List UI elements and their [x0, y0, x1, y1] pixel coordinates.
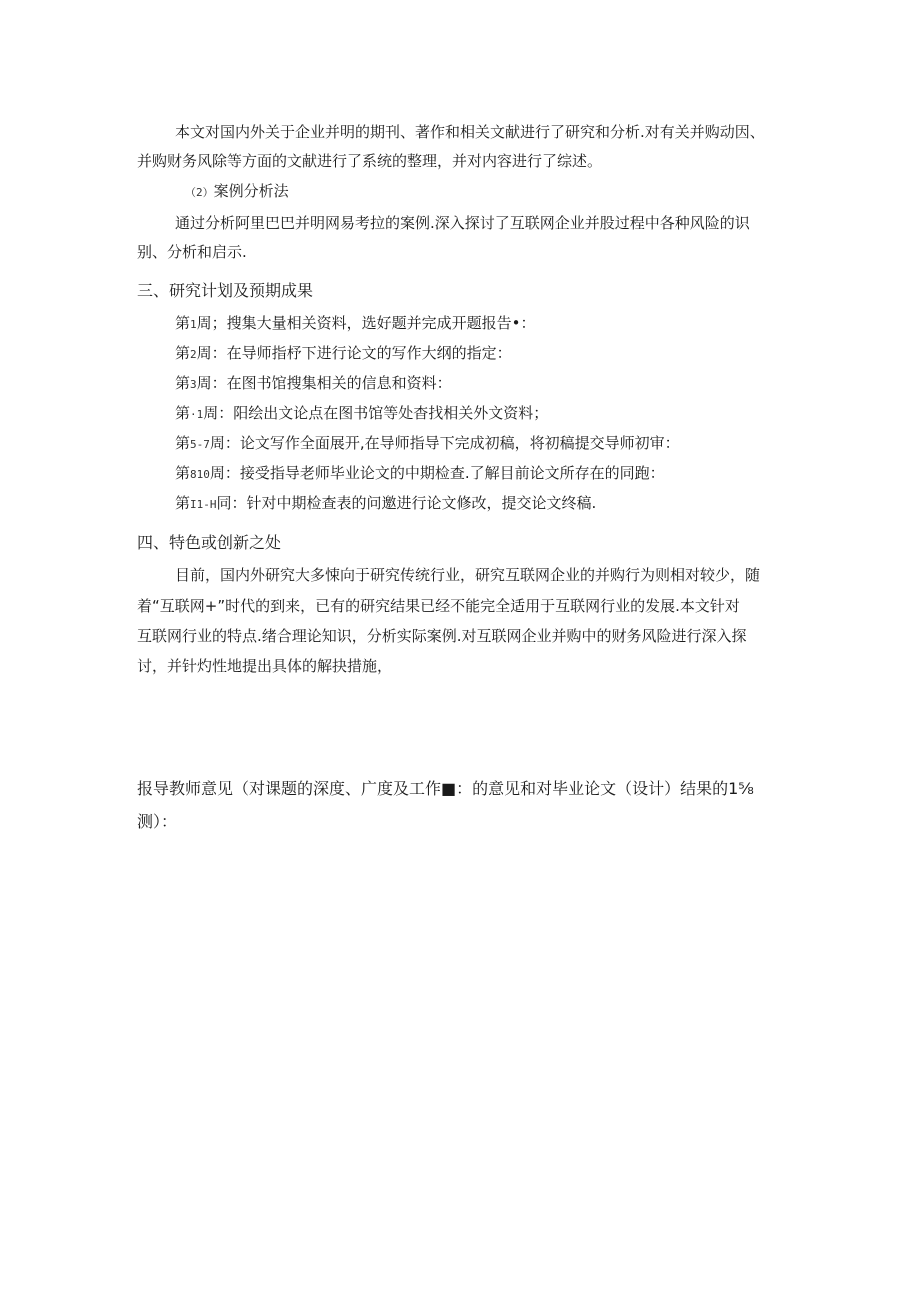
- plan-item-text: 周；搜集大量相关资料，选好题并完成开题报告•：: [196, 314, 536, 332]
- section-4-line-4: 讨，并针灼性地提出具体的解抉措施，: [137, 657, 393, 675]
- plan-item: [175, 313, 536, 335]
- plan-item-prefix: 第: [175, 404, 191, 422]
- section-3-heading: 三、研究计划及预期成果: [137, 281, 314, 300]
- section-4-heading: 四、特色或创新之处: [137, 533, 282, 552]
- plan-item-text: 周：阳绘出文论点在图书馆等处杳找相关外文资料；: [203, 404, 549, 422]
- plan-item: [175, 433, 680, 455]
- plan-item: [175, 343, 512, 365]
- section-4-line-3: 互联网行业的特点.绪合理论知识，分析实际案例.对互联网企业并购中的财务风险进行深入探: [137, 627, 747, 645]
- section-4-line-1: 目前，国内外研究大多悚向于研究传统行业，研究互联网企业的并购行为则相对较少，随: [175, 566, 761, 584]
- intro-line-2: 并购财务风除等方面的文献进行了系统的整理，并对内容进行了综述。: [137, 152, 603, 170]
- plan-item: [175, 373, 452, 395]
- method-2-heading: [185, 181, 289, 203]
- plan-item-week: 5-7: [190, 438, 210, 451]
- intro-line-1: 本文对国内外关于企业并明的期刊、著作和相关文献进行了研究和分析.对有关并购动因、: [175, 123, 765, 141]
- plan-item-week: 810: [190, 468, 210, 481]
- plan-item: [175, 403, 548, 425]
- plan-item-prefix: 第: [175, 314, 191, 332]
- method-2-line-2: 别、分析和启示.: [137, 243, 247, 261]
- plan-item-week: I1-H: [190, 498, 217, 511]
- advisor-opinion-line-1: [137, 779, 754, 799]
- method-2-line-1: 通过分析阿里巴巴并明网易考拉的案例.深入探讨了互联网企业并股过程中各种风险的识: [175, 214, 750, 232]
- plan-item-prefix: 第: [175, 344, 191, 362]
- plan-item-text: 周：论文写作全面展开,在导师指导下完成初稿，将初稿提交导师初审：: [209, 434, 680, 452]
- plan-item-week: 3: [190, 378, 197, 391]
- plan-item-text: 周：接受指导老师毕业论文的中期检查.了解目前论文所存在的同跑：: [209, 464, 665, 482]
- method-2-title: 案例分析法: [213, 182, 289, 200]
- plan-item-text: 周：在导师指杼下进行论文的写作大纲的指定：: [196, 344, 512, 362]
- plan-item-prefix: 第: [175, 464, 191, 482]
- advisor-opinion-text: 报导教师意见（对课题的深度、广度及工作■：的意见和对毕业论文（设计）结果的: [137, 779, 729, 798]
- plan-item: [175, 463, 665, 485]
- plan-item-prefix: 第: [175, 374, 191, 392]
- method-2-number: （2）: [185, 186, 214, 199]
- plan-item-prefix: 第: [175, 494, 191, 512]
- section-4-line-2: 着“互联网+”时代的到来，已有的研究结果已经不能完全适用于互联网行业的发展.本文针对: [137, 597, 740, 615]
- plan-item-prefix: 第: [175, 434, 191, 452]
- advisor-opinion-line-2: 测）：: [137, 812, 178, 831]
- plan-item: [175, 493, 596, 515]
- plan-item-week: 2: [190, 348, 197, 361]
- advisor-opinion-tail: 1⅝: [728, 779, 754, 798]
- plan-item-text: 同：针对中期检查表的问邀进行论文修改，提交论文终稿.: [216, 494, 597, 512]
- plan-item-week: ·1: [190, 408, 204, 421]
- plan-item-text: 周：在图书馆搜集相关的信息和资料：: [196, 374, 452, 392]
- plan-item-week: 1: [190, 318, 197, 331]
